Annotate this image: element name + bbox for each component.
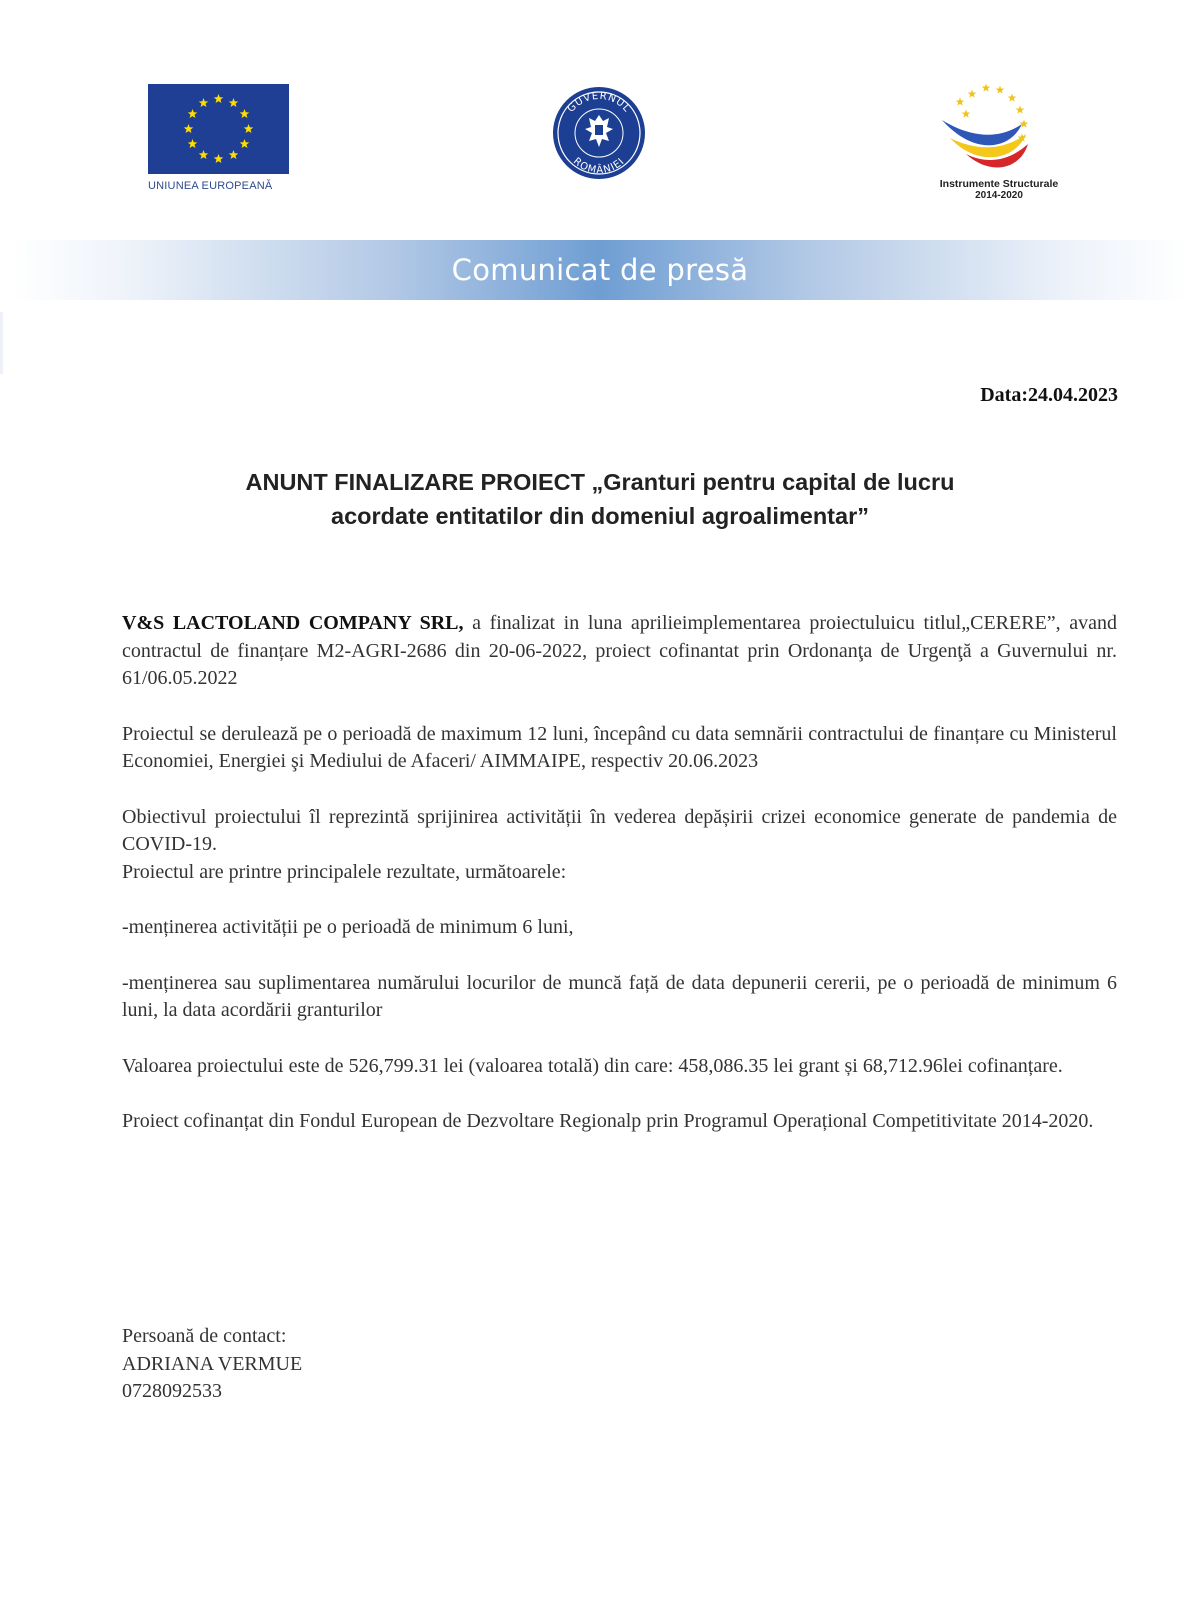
eu-caption: UNIUNEA EUROPEANĂ xyxy=(148,180,273,192)
press-release-banner xyxy=(11,240,1189,300)
contact-name: ADRIANA VERMUE xyxy=(122,1352,303,1375)
paragraph-objective: Obiectivul proiectului îl reprezintă sprijinirea activității în vederea depășirii crizei economice generate de pandemia de COVID-19. xyxy=(122,805,1117,855)
paragraph-intro-text: a finalizat in luna aprilieimplementarea proiectuluicu titlul„CERERE”, avand contractul de finanțare M2-AGRI-2686 din 20-06-2022, proiect cofinantat prin Ordonanţa de Urgenţă a Guvernului nr. 61/06.05.2022 xyxy=(122,612,1117,689)
is-star-icon xyxy=(962,110,971,118)
document-date: Data:24.04.2023 xyxy=(980,384,1118,406)
is-star-icon xyxy=(956,98,965,106)
is-period: 2014-2020 xyxy=(975,190,1023,201)
is-star-icon xyxy=(1020,120,1029,128)
is-caption: Instrumente Structurale xyxy=(939,178,1059,190)
banner-title: Comunicat de presă xyxy=(451,253,749,287)
result-item-1: -menținerea activității pe o perioadă de minimum 6 luni, xyxy=(122,916,574,938)
eu-flag-icon xyxy=(148,84,289,174)
is-star-icon xyxy=(968,90,977,98)
document-body xyxy=(122,610,1117,1136)
contact-phone: 0728092533 xyxy=(122,1380,222,1402)
government-seal-icon xyxy=(551,85,647,181)
svg-text:GUVERNUL: GUVERNUL xyxy=(565,90,633,115)
is-star-icon xyxy=(1016,106,1025,114)
contact-label: Persoană de contact: xyxy=(122,1325,287,1347)
announcement-title xyxy=(100,465,1100,533)
page-edge-mark xyxy=(0,312,3,374)
result-item-2: -menținerea sau suplimentarea numărului locurilor de muncă față de data depunerii cererii, pe o perioadă de minimum 6 luni, la data acordării granturilor xyxy=(122,971,1117,1021)
paragraph-intro xyxy=(122,610,1117,693)
announcement-title-line-2: acordate entitatilor din domeniul agroalimentar” xyxy=(331,503,869,529)
eu-logo xyxy=(148,84,292,192)
company-name: V&S LACTOLAND COMPANY SRL, xyxy=(122,612,464,634)
paragraph-duration: Proiectul se derulează pe o perioadă de maximum 12 luni, începând cu data semnării contractului de finanțare cu Ministerul Economiei, Energiei şi Mediului de Afaceri/ AIMMAIPE, respectiv 20.06.2023 xyxy=(122,722,1117,772)
announcement-title-line-1: ANUNT FINALIZARE PROIECT „Granturi pentru capital de lucru xyxy=(245,469,955,495)
is-star-icon xyxy=(982,84,991,92)
svg-text:ROMÂNIEI: ROMÂNIEI xyxy=(570,155,628,177)
structural-instruments-logo xyxy=(924,80,1074,201)
contact-block xyxy=(122,1323,302,1406)
paragraph-funding: Proiect cofinanțat din Fondul European de Dezvoltare Regionalp prin Programul Operațional Competitivitate 2014-2020. xyxy=(122,1110,1094,1132)
structural-instruments-icon xyxy=(936,80,1046,176)
is-star-icon xyxy=(1008,94,1017,102)
paragraph-results-intro: Proiectul are printre principalele rezultate, următoarele: xyxy=(122,860,567,883)
paragraph-value: Valoarea proiectului este de 526,799.31 lei (valoarea totală) din care: 458,086.35 lei grant și 68,712.96lei cofinanțare. xyxy=(122,1054,1063,1077)
is-star-icon xyxy=(996,86,1005,94)
